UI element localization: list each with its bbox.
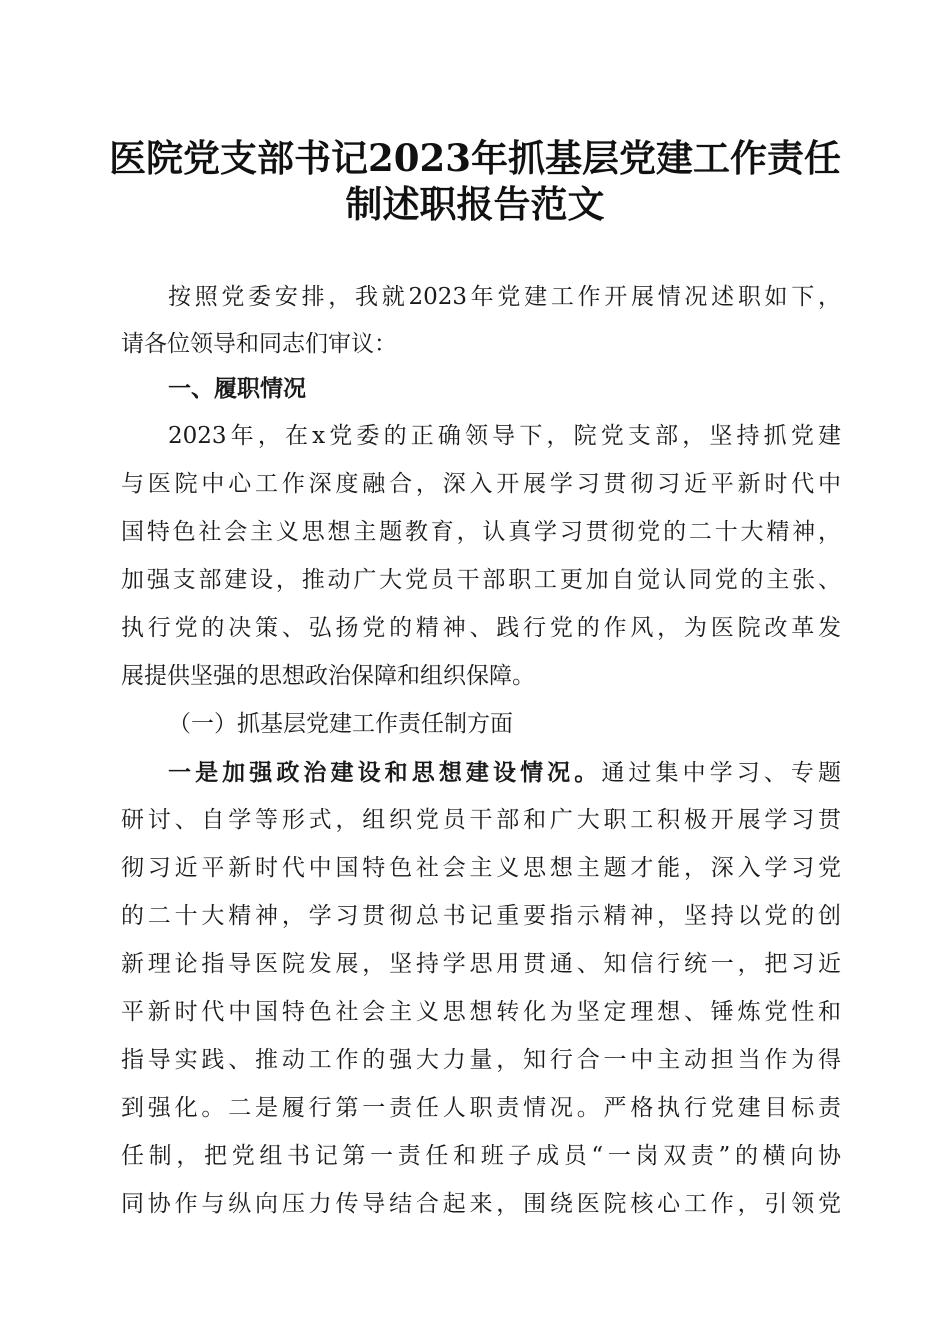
- section1-para-line-4: 加强支部建设，推动广大党员干部职工更加自觉认同党的主张、: [121, 567, 841, 593]
- subsection1-line-4: 新理论指导医院发展，坚持学思用贯通、知信行统一，把习近: [121, 951, 841, 977]
- subsection1-lead-bold: 一是加强政治建设和思想建设情况。: [168, 759, 602, 786]
- section1-para-line-3: 国特色社会主义思想主题教育，认真学习贯彻党的二十大精神，: [121, 519, 841, 545]
- subsection1-line-5: 平新时代中国特色社会主义思想转化为坚定理想、锤炼党性和: [121, 999, 841, 1025]
- subsection1-line-6: 指导实践、推动工作的强大力量，知行合一中主动担当作为得: [121, 1047, 841, 1073]
- subsection1-lead-line: [168, 749, 841, 796]
- section1-para-line-5: 执行党的决策、弘扬党的精神、践行党的作风，为医院改革发: [121, 615, 841, 641]
- subsection1-line-2: 彻习近平新时代中国特色社会主义思想主题才能，深入学习党: [121, 855, 841, 881]
- document-title-line-2: 制述职报告范文: [345, 182, 605, 226]
- document-title-line-1: 医院党支部书记2023年抓基层党建工作责任: [109, 136, 841, 180]
- subsection-heading-responsibility: （一）抓基层党建工作责任制方面: [168, 711, 513, 737]
- subsection1-line-1: 研讨、自学等形式，组织党员干部和广大职工积极开展学习贯: [121, 807, 841, 833]
- subsection1-line-7: 到强化。二是履行第一责任人职责情况。严格执行党建目标责: [121, 1095, 841, 1121]
- subsection1-line-3: 的二十大精神，学习贯彻总书记重要指示精神，坚持以党的创: [121, 903, 841, 929]
- section1-para-line-1: 2023年，在x党委的正确领导下，院党支部，坚持抓党建: [168, 423, 841, 449]
- intro-line-2: 请各位领导和同志们审议：: [121, 331, 397, 357]
- subsection1-line-8: 任制，把党组书记第一责任和班子成员“一岗双责”的横向协: [121, 1143, 841, 1169]
- section1-para-line-2: 与医院中心工作深度融合，深入开展学习贯彻习近平新时代中: [121, 471, 841, 497]
- section-heading-performance: 一、履职情况: [168, 376, 306, 402]
- subsection1-lead-rest: 通过集中学习、专题: [601, 760, 842, 786]
- subsection1-line-9: 同协作与纵向压力传导结合起来，围绕医院核心工作，引领党: [121, 1191, 841, 1217]
- section1-para-line-6: 展提供坚强的思想政治保障和组织保障。: [121, 663, 535, 689]
- intro-line-1: 按照党委安排，我就2023年党建工作开展情况述职如下，: [168, 284, 841, 310]
